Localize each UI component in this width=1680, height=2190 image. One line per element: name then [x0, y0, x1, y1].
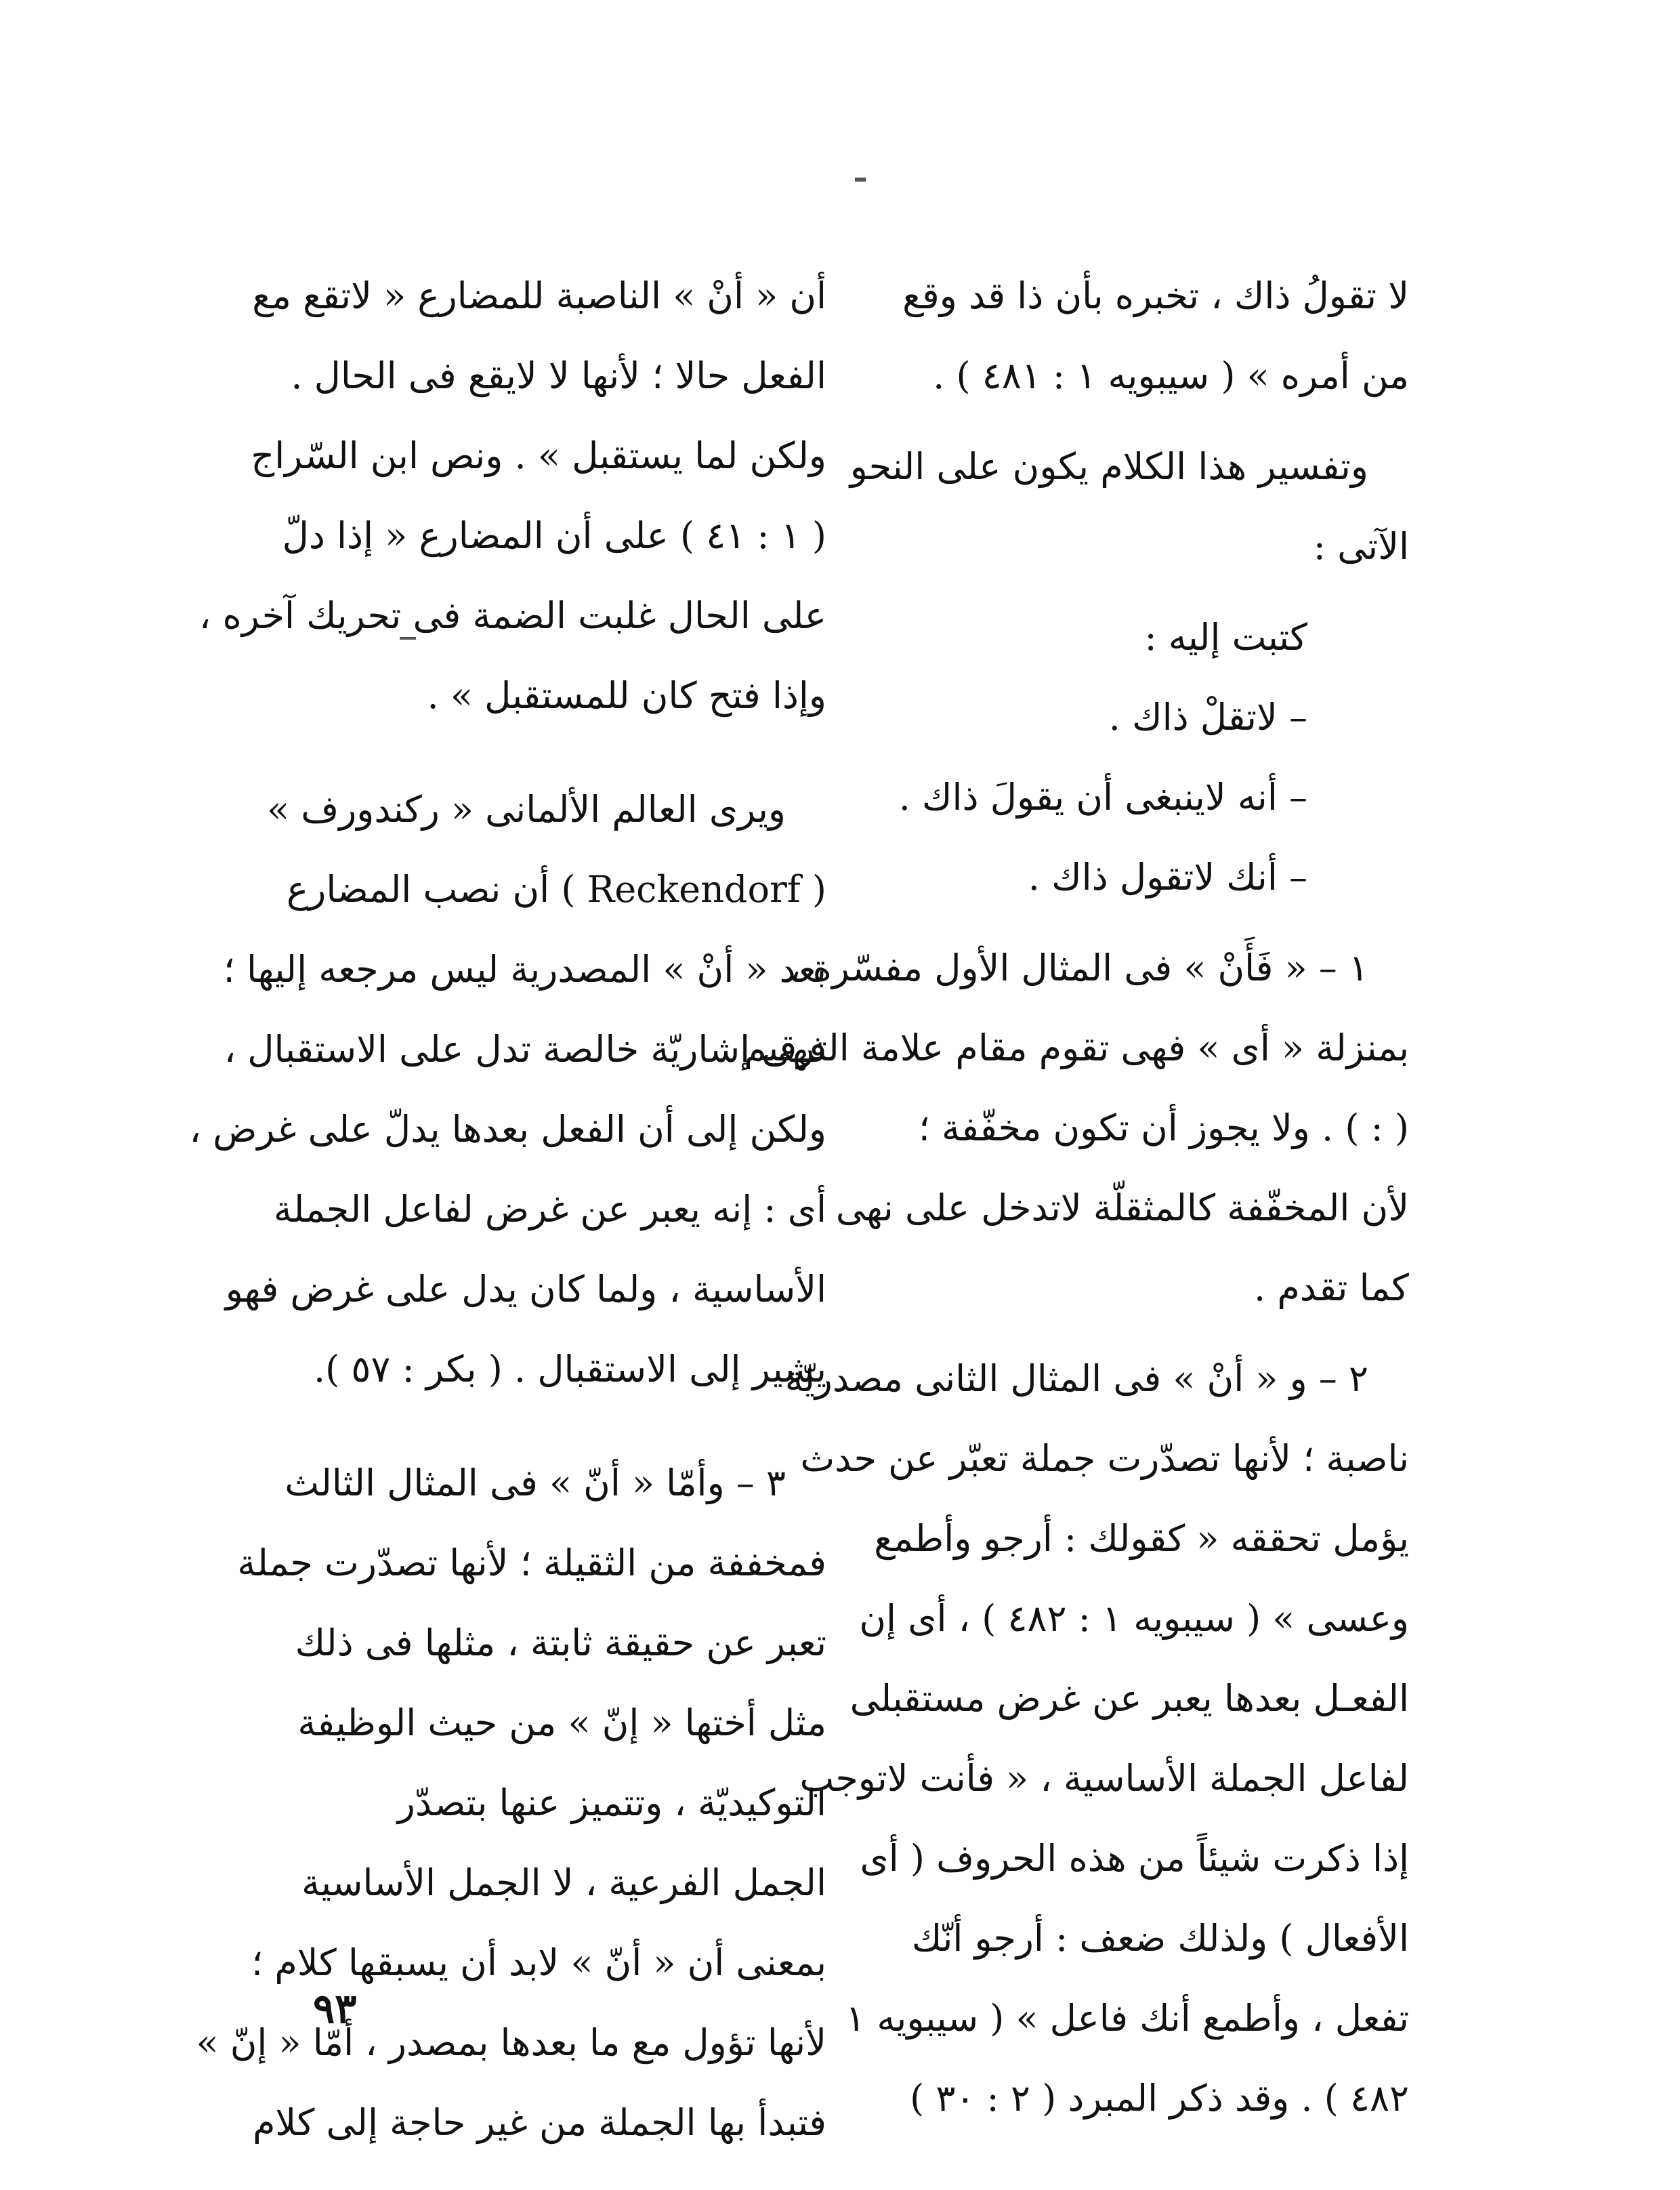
- text-line: ( ١ : ٤١ ) على أن المضارع « إذا دلّ: [282, 514, 826, 557]
- text-line: ولكن إلى أن الفعل بعدها يدلّ على غرض ،: [189, 1108, 826, 1151]
- page-number: ٩٣: [313, 1985, 357, 2033]
- text-line: مثل أختها « إنّ » من حيث الوظيفة: [297, 1701, 826, 1744]
- text-line: وعسى » ( سيبويه ١ : ٤٨٢ ) ، أى إن: [859, 1597, 1409, 1640]
- text-line: ( : ) . ولا يجوز أن تكون مخفّفة ؛: [918, 1107, 1409, 1149]
- text-line: على الحال غلبت الضمة فى تحريك آخره ،: [198, 594, 826, 637]
- scan-artifact: [400, 637, 416, 640]
- text-line: فتبدأ بها الجملة من غير حاجة إلى كلام: [253, 2101, 826, 2144]
- text-line: الآتى :: [1313, 525, 1409, 568]
- text-line: ٣ – وأمّا « أنّ » فى المثال الثالث: [285, 1462, 786, 1504]
- text-line: الأساسية ، ولما كان يدل على غرض فهو: [225, 1268, 826, 1310]
- text-line: لأنها تؤول مع ما بعدها بمصدر ، أمّا « إنّ »: [196, 2021, 826, 2064]
- text-line: يؤمل تحققه « كقولك : أرجو وأطمع: [874, 1517, 1409, 1560]
- text-line: بعد « أنْ » المصدرية ليس مرجعه إليها ؛: [223, 948, 826, 991]
- text-line: تعبر عن حقيقة ثابتة ، مثلها فى ذلك: [295, 1621, 826, 1664]
- text-line: لفاعل الجملة الأساسية ، « فأنت لاتوجب: [799, 1757, 1409, 1800]
- text-line: إذا ذكرت شيئاً من هذه الحروف ( أى: [860, 1837, 1409, 1880]
- text-line: ويرى العالم الألمانى « ركندورف »: [267, 788, 786, 831]
- text-line: من أمره » ( سيبويه ١ : ٤٨١ ) .: [933, 354, 1409, 397]
- text-line: فمخففة من الثقيلة ؛ لأنها تصدّرت جملة: [237, 1542, 826, 1584]
- text-line: – أنك لاتقول ذاك .: [1028, 856, 1307, 898]
- left-column: [189, 256, 826, 2163]
- text-line: التوكيديّة ، وتتميز عنها بتصدّر: [397, 1781, 826, 1824]
- text-line: ١ – « فَأَنْ » فى المثال الأول مفسّرة ،: [789, 947, 1368, 989]
- text-line: أى : إنه يعبر عن غرض لفاعل الجملة: [273, 1188, 826, 1231]
- text-line: الجمل الفرعية ، لا الجمل الأساسية: [301, 1861, 826, 1904]
- text-line: ( Reckendorf ) أن نصب المضارع: [287, 868, 826, 911]
- text-line: تفعل ، وأطمع أنك فاعل » ( سيبويه ١: [845, 1997, 1409, 2040]
- text-line: ناصبة ؛ لأنها تصدّرت جملة تعبّر عن حدث: [800, 1437, 1409, 1480]
- text-line: ولكن لما يستقبل » . ونص ابن السّراج: [251, 434, 826, 477]
- text-line: الأفعال ) ولذلك ضعف : أرجو أنّك: [911, 1917, 1409, 1960]
- text-line: أن « أنْ » الناصبة للمضارع « لاتقع مع: [252, 274, 826, 317]
- text-line: وإذا فتح كان للمستقبل » .: [427, 674, 826, 717]
- text-line: لأن المخفّفة كالمثقلّة لاتدخل على نهى: [835, 1186, 1409, 1229]
- text-line: الفعـل بعدها يعبر عن غرض مستقبلى: [849, 1677, 1409, 1720]
- scan-artifact: [855, 178, 866, 182]
- text-line: وتفسير هذا الكلام يكون على النحو: [849, 445, 1368, 488]
- text-line: بمعنى أن « أنّ » لابد أن يسبقها كلام ؛: [251, 1941, 826, 1984]
- text-line: فهى إشاريّة خالصة تدل على الاستقبال ،: [224, 1028, 826, 1071]
- right-column: [744, 256, 1409, 2139]
- text-line: – أنه لاينبغى أن يقولَ ذاك .: [898, 776, 1307, 819]
- text-line: بمنزلة « أى » فهى تقوم مقام علامة الترقيم: [744, 1027, 1409, 1069]
- text-line: كتبت إليه :: [1144, 616, 1307, 659]
- text-line: – لاتقلْ ذاك .: [1108, 696, 1307, 739]
- text-line: يشير إلى الاستقبال . ( بكر : ٥٧ ).: [313, 1348, 826, 1390]
- text-line: ٢ – و « أنْ » فى المثال الثانى مصدريّة: [784, 1357, 1368, 1400]
- text-line: لا تقولُ ذاك ، تخبره بأن ذا قد وقع: [902, 274, 1409, 317]
- text-line: ٤٨٢ ) . وقد ذكر المبرد ( ٢ : ٣٠ ): [910, 2077, 1409, 2120]
- text-line: كما تقدم .: [1254, 1266, 1409, 1309]
- text-line: الفعل حالا ؛ لأنها لا لايقع فى الحال .: [291, 354, 826, 397]
